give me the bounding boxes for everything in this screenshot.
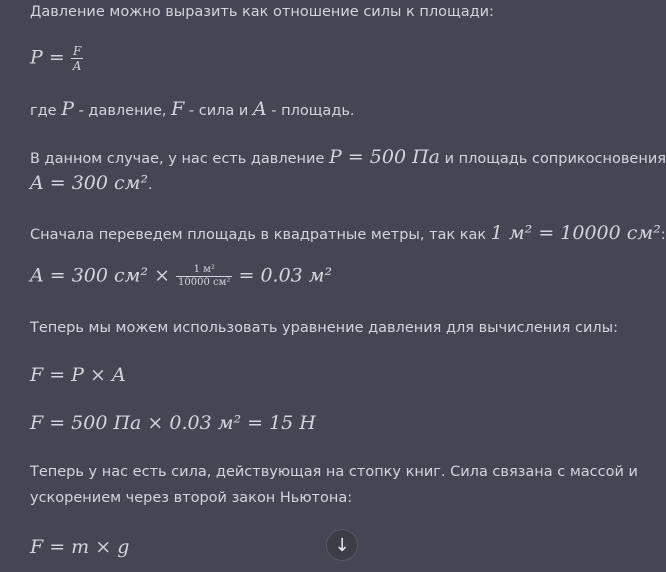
paragraph-convert (30, 222, 666, 244)
paragraph-use-equation (30, 320, 618, 336)
conversion-fraction (176, 264, 232, 289)
convert-colon: : (660, 227, 666, 243)
use-equation-text: Теперь мы можем использовать уравнение давления для вычисления силы: (30, 320, 618, 336)
given-prefix: В данном случае, у нас есть давление (30, 151, 329, 167)
paragraph-given-line1 (30, 146, 666, 168)
conversion-rhs: = 0.03 м² (238, 264, 333, 287)
formula-force-text: F = P × A (30, 364, 126, 386)
conversion-numerator: 1 м² (176, 264, 232, 277)
formula-pressure-lhs: P = (30, 46, 65, 69)
newton-text-line2: ускорением через второй закон Ньютона: (30, 490, 353, 506)
definitions-pressure: - давление, (73, 103, 172, 119)
paragraph-definitions (30, 98, 355, 120)
fraction-denominator: A (72, 59, 82, 73)
symbol-a: A (252, 98, 267, 120)
intro-text: Давление можно выразить как отношение силы к площади: (30, 4, 494, 20)
symbol-p: P (61, 98, 74, 120)
formula-force-calc-text: F = 500 Па × 0.03 м² = 15 Н (30, 412, 316, 434)
conversion-denominator: 10000 см² (178, 277, 231, 288)
symbol-f: F (171, 98, 185, 120)
paragraph-newton-line1 (30, 464, 638, 480)
formula-force-calc (30, 412, 316, 434)
scroll-to-bottom-button[interactable] (326, 529, 358, 561)
formula-newton-text: F = m × g (30, 536, 130, 558)
definitions-prefix: где (30, 103, 62, 119)
given-area-value: A = 300 см² (30, 172, 149, 194)
formula-pressure (30, 44, 83, 73)
formula-area-conversion (30, 264, 332, 289)
conversion-lhs: A = 300 см² × (30, 264, 170, 287)
formula-pressure-fraction (71, 44, 84, 73)
paragraph-given-line2 (30, 172, 153, 194)
formula-newton (30, 536, 129, 558)
definitions-force: - сила и (184, 103, 253, 119)
paragraph-newton-line2 (30, 490, 352, 506)
fraction-numerator: F (71, 44, 84, 59)
definitions-area: - площадь. (266, 103, 355, 119)
newton-text-line1: Теперь у нас есть сила, действующая на стопку книг. Сила связана с массой и (30, 464, 638, 480)
arrow-down-icon: ↓ (334, 534, 350, 556)
given-dot: . (148, 177, 153, 193)
formula-force (30, 364, 126, 386)
convert-equation: 1 м² = 10000 см² (490, 222, 661, 244)
given-contact-area-text: и площадь соприкосновения (439, 151, 666, 167)
paragraph-intro (30, 4, 494, 20)
convert-prefix: Сначала переведем площадь в квадратные метры, так как (30, 227, 491, 243)
given-pressure-value: P = 500 Па (328, 146, 440, 168)
